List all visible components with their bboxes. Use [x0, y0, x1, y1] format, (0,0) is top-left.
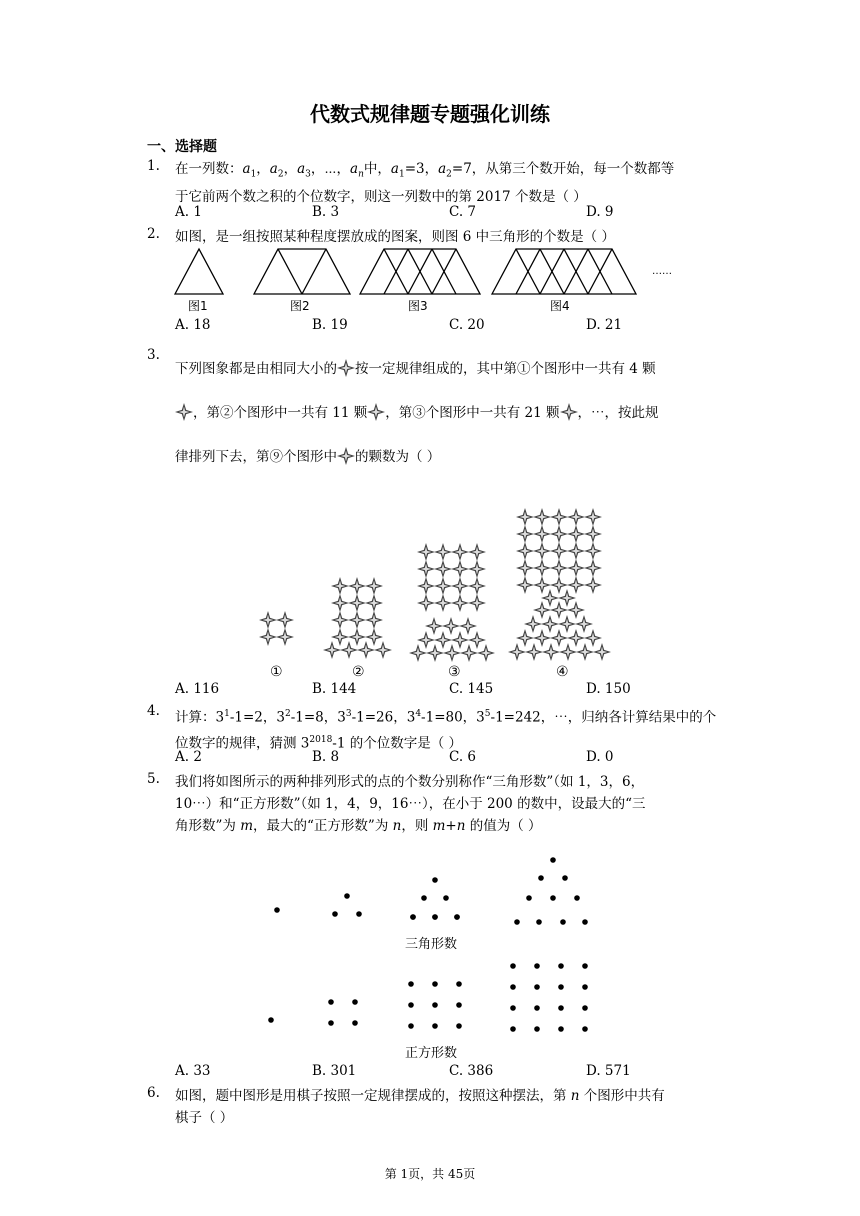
star-icon — [541, 589, 559, 607]
question-4-text: 计算：$3^1-1=2$，$3^2-1=8$，$3^3-1=26$，$3^4-1=80$，$3^5-1=242$，⋯，归纳各计算结果中的个 位数字的规律，猜测 $3^{2018}-1$ 的个位数字是（ ） — [175, 709, 717, 751]
star-icon — [348, 611, 366, 629]
star-icon — [593, 643, 611, 661]
star-icon — [567, 542, 585, 560]
q1-option-d: D. 9 — [586, 204, 614, 220]
dot-mark — [456, 1002, 462, 1008]
q2-triangle-figures — [170, 244, 690, 316]
star-icon — [434, 631, 452, 649]
dot-mark — [582, 1026, 588, 1032]
dot-mark — [582, 919, 588, 925]
star-icon — [468, 543, 486, 561]
dot-mark — [538, 875, 544, 881]
star-icon — [533, 542, 551, 560]
star-icon — [348, 577, 366, 595]
dot-mark — [410, 914, 416, 920]
star-icon — [559, 643, 577, 661]
dot-mark — [560, 919, 566, 925]
dot-mark — [582, 984, 588, 990]
q5-option-c: C. 386 — [449, 1063, 494, 1079]
dot-mark — [510, 984, 516, 990]
star-icon — [584, 508, 602, 526]
star-icon — [567, 629, 585, 647]
star-icon — [533, 559, 551, 577]
dot-mark — [550, 857, 556, 863]
star-icon — [367, 403, 385, 421]
star-icon — [516, 525, 534, 543]
star-icon — [365, 611, 383, 629]
dot-mark — [274, 907, 280, 913]
star-icon — [550, 525, 568, 543]
star-icon — [550, 559, 568, 577]
star-icon — [340, 641, 358, 659]
star-icon — [331, 628, 349, 646]
q2-option-a: A. 18 — [175, 317, 211, 333]
star-icon — [417, 577, 435, 595]
dot-mark — [432, 914, 438, 920]
star-icon — [516, 542, 534, 560]
fig-label-1: 图1 — [188, 299, 208, 313]
star-icon — [425, 617, 443, 635]
star-icon — [459, 617, 477, 635]
dot-mark — [408, 1023, 414, 1029]
dot-mark — [332, 911, 338, 917]
dot-mark — [352, 1020, 358, 1026]
star-icon — [584, 559, 602, 577]
star-icon — [451, 577, 469, 595]
q4-option-d: D. 0 — [586, 749, 614, 765]
dot-mark — [514, 919, 520, 925]
star-icon — [468, 577, 486, 595]
star-icon — [567, 508, 585, 526]
star-icon — [276, 611, 294, 629]
q2-option-b: B. 19 — [312, 317, 348, 333]
star-icon — [560, 403, 578, 421]
dot-mark — [582, 1005, 588, 1011]
star-icon — [567, 525, 585, 543]
star-icon — [357, 641, 375, 659]
star-icon — [331, 611, 349, 629]
dot-mark — [510, 1026, 516, 1032]
dot-mark — [328, 1020, 334, 1026]
dot-mark — [408, 981, 414, 987]
star-icon — [558, 589, 576, 607]
star-icon — [417, 560, 435, 578]
star-icon — [331, 577, 349, 595]
star-icon — [442, 617, 460, 635]
star-icon — [259, 611, 277, 629]
star-icon — [533, 601, 551, 619]
dot-mark — [328, 999, 334, 1005]
dot-mark — [432, 1023, 438, 1029]
star-icon — [533, 525, 551, 543]
star-icon — [558, 615, 576, 633]
dot-mark — [456, 1023, 462, 1029]
star-icon — [516, 559, 534, 577]
fig-label-4: 图4 — [550, 299, 570, 313]
star-icon — [516, 629, 534, 647]
question-1-text: 在一列数：$a_1$，$a_2$，$a_3$，⋯，$a_n$中，$a_1=3$，$a_2=7$，从第三个数开始，每一个数都等 于它前两个数之积的个位数字，则这一列数中的第 2017 个数是（ ） — [175, 161, 675, 205]
dot-mark — [558, 963, 564, 969]
dot-mark — [526, 895, 532, 901]
star-icon — [323, 641, 341, 659]
star-icon — [584, 542, 602, 560]
dot-mark — [534, 1026, 540, 1032]
star-icon — [550, 542, 568, 560]
dot-mark — [574, 895, 580, 901]
q5-option-d: D. 571 — [586, 1063, 631, 1079]
star-icon — [516, 508, 534, 526]
star-icon — [516, 576, 534, 594]
star-icon — [434, 577, 452, 595]
star-icon — [331, 594, 349, 612]
question-5-number: 5. — [147, 771, 160, 787]
star-icon — [374, 641, 392, 659]
star-icon — [434, 594, 452, 612]
star-icon — [508, 643, 526, 661]
star-icon — [451, 594, 469, 612]
star-icon — [550, 601, 568, 619]
dot-mark — [534, 963, 540, 969]
star-icon — [365, 577, 383, 595]
q3-option-c: C. 145 — [449, 681, 494, 697]
star-icon — [525, 643, 543, 661]
q5-dot-figures — [255, 850, 605, 1062]
dot-mark — [352, 999, 358, 1005]
star-icon — [443, 644, 461, 662]
fig-label-3: ③ — [448, 664, 461, 680]
q1-option-c: C. 7 — [449, 204, 477, 220]
star-icon — [365, 628, 383, 646]
star-icon — [417, 543, 435, 561]
star-icon — [550, 508, 568, 526]
q3-option-b: B. 144 — [312, 681, 357, 697]
q3-option-a: A. 116 — [175, 681, 220, 697]
dot-mark — [356, 911, 362, 917]
star-icon — [468, 594, 486, 612]
q3-star-figures — [250, 500, 620, 680]
star-icon — [468, 631, 486, 649]
q1-option-b: B. 3 — [312, 204, 340, 220]
star-icon — [426, 644, 444, 662]
dot-mark — [456, 981, 462, 987]
star-icon — [409, 644, 427, 662]
fig-label-2: 图2 — [290, 299, 310, 313]
star-icon — [567, 601, 585, 619]
dot-mark — [582, 963, 588, 969]
dot-mark — [558, 984, 564, 990]
star-icon — [576, 643, 594, 661]
dot-mark — [268, 1017, 274, 1023]
star-icon — [337, 359, 355, 377]
q3-option-d: D. 150 — [586, 681, 631, 697]
question-5-text: 我们将如图所示的两种排列形式的点的个数分别称作“三角形数”（如 1，3，6， 10⋯）和“正方形数”（如 1，4，9，16⋯），在小于 200 的数中，设最大的“三 角形数”为 m，最大的“正方形数”为 n，则 m+n 的值为（ ） — [175, 774, 646, 834]
dot-mark — [510, 1005, 516, 1011]
q4-option-a: A. 2 — [175, 749, 202, 765]
star-icon — [460, 644, 478, 662]
fig-label-2: ② — [352, 664, 365, 680]
question-6-text: 如图，题中图形是用棋子按照一定规律摆成的，按照这种摆法，第 n 个图形中共有 棋子（ ） — [175, 1088, 665, 1126]
q5-option-a: A. 33 — [175, 1063, 211, 1079]
fig-label-3: 图3 — [408, 299, 428, 313]
q1-option-a: A. 1 — [175, 204, 202, 220]
star-icon — [550, 629, 568, 647]
star-icon — [541, 615, 559, 633]
star-icon — [276, 628, 294, 646]
star-icon — [451, 560, 469, 578]
star-icon — [584, 629, 602, 647]
star-icon — [468, 560, 486, 578]
star-icon — [584, 525, 602, 543]
star-icon — [434, 543, 452, 561]
fig-ellipsis: …… — [652, 266, 672, 277]
dot-mark — [344, 893, 350, 899]
dot-mark — [443, 895, 449, 901]
dot-mark — [558, 1026, 564, 1032]
dot-mark — [408, 1002, 414, 1008]
fig-label-1: ① — [270, 664, 283, 680]
star-icon — [337, 447, 355, 465]
star-icon — [567, 559, 585, 577]
page-footer: 第 1页，共 45页 — [384, 1167, 476, 1181]
star-icon — [533, 629, 551, 647]
star-icon — [567, 576, 585, 594]
question-4-number: 4. — [147, 703, 160, 719]
star-icon — [533, 576, 551, 594]
star-icon — [348, 594, 366, 612]
star-icon — [575, 615, 593, 633]
dot-mark — [432, 877, 438, 883]
star-icon — [175, 403, 193, 421]
dot-mark — [432, 981, 438, 987]
star-icon — [365, 594, 383, 612]
q4-option-c: C. 6 — [449, 749, 477, 765]
dot-mark — [562, 875, 568, 881]
fig-label-square: 正方形数 — [405, 1046, 458, 1061]
q2-option-d: D. 21 — [586, 317, 623, 333]
dot-mark — [454, 914, 460, 920]
page-title: 代数式规律题专题强化训练 — [310, 102, 550, 126]
dot-mark — [510, 963, 516, 969]
star-icon — [524, 615, 542, 633]
question-2-text: 如图，是一组按照某种程度摆放成的图案，则图 6 中三角形的个数是（ ） — [175, 229, 615, 245]
question-3-number: 3. — [147, 347, 160, 363]
dot-mark — [421, 895, 427, 901]
question-2-number: 2. — [147, 226, 160, 242]
section-heading: 一、选择题 — [147, 139, 217, 155]
dot-mark — [432, 1002, 438, 1008]
q5-option-b: B. 301 — [312, 1063, 357, 1079]
star-icon — [533, 508, 551, 526]
star-icon — [348, 628, 366, 646]
star-icon — [434, 560, 452, 578]
star-icon — [259, 628, 277, 646]
star-icon — [451, 543, 469, 561]
q2-option-c: C. 20 — [449, 317, 485, 333]
dot-mark — [550, 895, 556, 901]
question-6-number: 6. — [147, 1085, 160, 1101]
question-1-number: 1. — [147, 158, 160, 174]
star-icon — [477, 644, 495, 662]
fig-label-triangular: 三角形数 — [405, 937, 458, 952]
star-icon — [451, 631, 469, 649]
dot-mark — [558, 1005, 564, 1011]
fig-label-4: ④ — [556, 664, 569, 680]
star-icon — [417, 631, 435, 649]
star-icon — [584, 576, 602, 594]
star-icon — [542, 643, 560, 661]
question-3-text: 下列图象都是由相同大小的 按一定规律组成的，其中第①个图形中一共有 4 颗 ，第②个图形中一共有 11 颗 ，第③个图形中一共有 21 颗 ，⋯，按此规 律排列下去，第⑨个图形中 的颗数为（ ） — [175, 361, 659, 465]
star-icon — [550, 576, 568, 594]
dot-mark — [536, 919, 542, 925]
q4-option-b: B. 8 — [312, 749, 340, 765]
dot-mark — [534, 1005, 540, 1011]
dot-mark — [534, 984, 540, 990]
star-icon — [417, 594, 435, 612]
